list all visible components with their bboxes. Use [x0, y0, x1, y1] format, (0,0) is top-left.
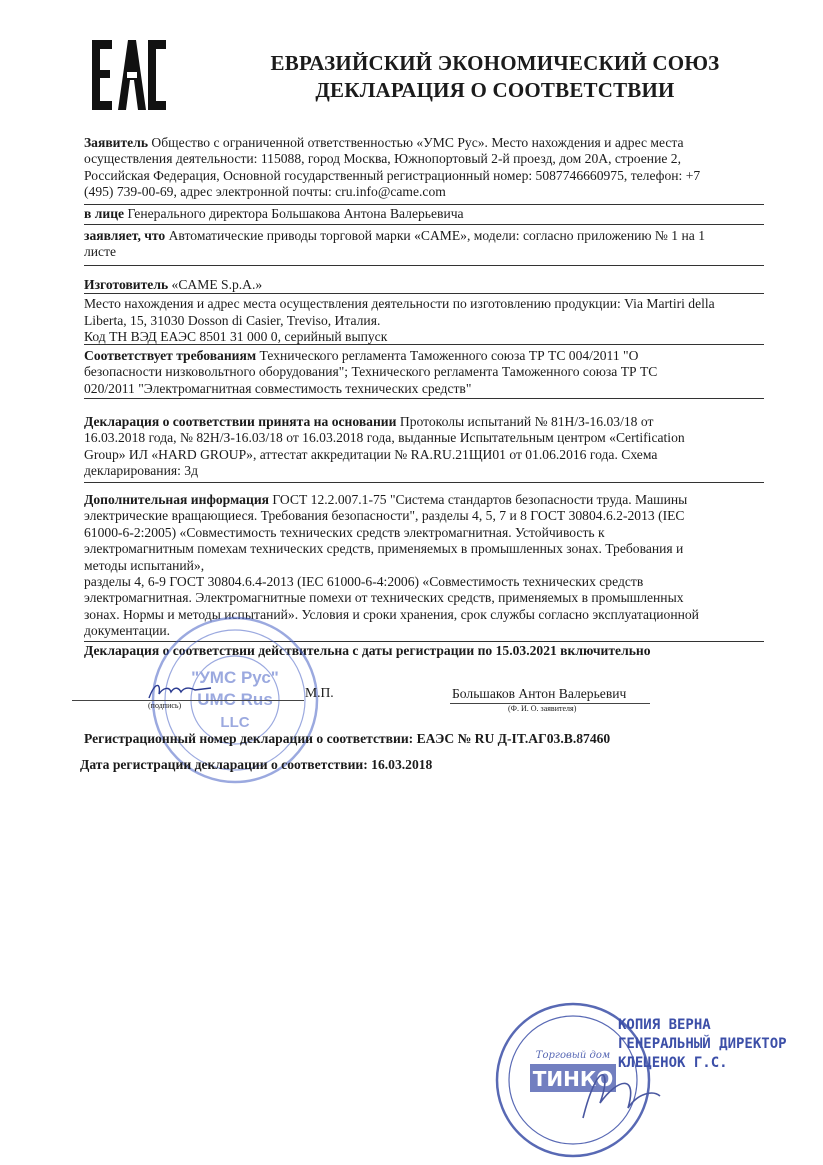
registration-date-label: Дата регистрации декларации о соответствии:: [80, 757, 368, 772]
seal-mark: М.П.: [305, 685, 334, 700]
eac-logo: [90, 40, 166, 110]
applicant-line: (495) 739-00-69, адрес электронной почты: cru.info@came.com: [84, 184, 446, 200]
additional-line: электрические вращающиеся. Требования безопасности", разделы 4, 5, 7 и 8 ГОСТ 30804.6.2-2013 (IEC: [84, 508, 685, 524]
additional-line: 61000-6-2:2005) «Совместимость технических средств электромагнитная. Устойчивость к: [84, 524, 605, 540]
declares-text: Автоматические приводы торговой марки «CAME», модели: согласно приложению № 1 на 1: [165, 228, 705, 243]
manufacturer-block: [84, 277, 760, 346]
divider: [84, 293, 764, 294]
validity-line: Декларация о соответствии действительна с даты регистрации по 15.03.2021 включительно: [84, 643, 651, 658]
stamp-text-ru: "УМС Рус": [191, 668, 279, 687]
additional-line: электромагнитная. Электромагнитные помехи от технических средств, применяемых в промышленных: [84, 590, 684, 606]
conformity-text: Технического регламента Таможенного союза ТР ТС 004/2011 "О: [256, 348, 639, 363]
divider: [84, 204, 764, 205]
divider: [84, 344, 764, 345]
declares-block: [84, 228, 760, 261]
basis-line: декларирования: 3д: [84, 463, 199, 479]
copy-line: КЛЕЦЕНОК Г.С.: [618, 1055, 728, 1071]
representative-label: в лице: [84, 206, 125, 221]
manufacturer-line: Код ТН ВЭД ЕАЭС 8501 31 000 0, серийный выпуск: [84, 329, 388, 345]
applicant-block: [84, 135, 760, 201]
basis-block: [84, 414, 760, 480]
applicant-line: Российская Федерация, Основной государственный регистрационный номер: 5087746660975, телефон: +7: [84, 167, 701, 183]
stamp-text-llc: LLC: [220, 714, 250, 731]
declares-line: листе: [84, 244, 117, 260]
stamp-company: ТИНКО: [532, 1067, 614, 1091]
conformity-line: безопасности низковольтного оборудования"; Технического регламента Таможенного союза ТР ТС: [84, 364, 658, 380]
divider: [84, 482, 764, 483]
additional-line: электромагнитным помехам технических средств, применяемых в промышленных зонах. Требования и: [84, 541, 684, 557]
divider: [84, 224, 764, 225]
copy-certified-stamp: [618, 1016, 818, 1073]
applicant-signature: [145, 680, 215, 702]
header-title: ДЕКЛАРАЦИЯ О СООТВЕТСТВИИ: [315, 78, 675, 102]
additional-line: разделы 4, 6-9 ГОСТ 30804.6.4-2013 (IEC 61000-6-4:2006) «Совместимость технических средств: [84, 574, 644, 590]
manufacturer-line: Liberta, 15, 31030 Dosson di Casier, Treviso, Италия.: [84, 312, 381, 328]
registration-number-label: Регистрационный номер декларации о соответствии:: [84, 731, 414, 746]
basis-line: 16.03.2018 года, № 82Н/З-16.03/18 от 16.03.2018 года, выданные Испытательным центром «Certification: [84, 430, 685, 446]
registration-number-line: [84, 731, 784, 747]
declares-label: заявляет, что: [84, 228, 166, 243]
stamp-trade-house: Торговый дом: [535, 1050, 611, 1061]
representative-text: Генерального директора Большакова Антона Валерьевича: [124, 206, 464, 221]
copy-line: ГЕНЕРАЛЬНЫЙ ДИРЕКТОР: [618, 1036, 787, 1052]
additional-line: зонах. Нормы и методы испытаний». Условия и сроки хранения, срок службы согласно эксплуатационной: [84, 606, 699, 622]
manufacturer-label: Изготовитель: [84, 277, 169, 292]
basis-line: Group» ИЛ «HARD GROUP», аттестат аккредитации № RA.RU.21ЩИ01 от 01.06.2016 года. Схема: [84, 446, 658, 462]
conformity-label: Соответствует требованиям: [84, 348, 257, 363]
representative-block: [84, 206, 760, 222]
basis-label: Декларация о соответствии принята на основании: [84, 414, 397, 429]
manufacturer-name: «CAME S.p.A.»: [168, 277, 263, 292]
signature-caption: (подпись): [148, 701, 182, 710]
manufacturer-line: Место нахождения и адрес места осуществления деятельности по изготовлению продукции: Via Martiri della: [84, 296, 715, 312]
copy-line: КОПИЯ ВЕРНА: [618, 1017, 711, 1033]
additional-line: методы испытаний»,: [84, 557, 205, 573]
divider: [84, 265, 764, 266]
applicant-label: Заявитель: [84, 135, 149, 150]
signature-line: [72, 700, 304, 701]
conformity-line: 020/2011 "Электромагнитная совместимость технических средств": [84, 380, 472, 396]
conformity-block: [84, 348, 760, 397]
name-caption: (Ф. И. О. заявителя): [508, 704, 577, 713]
header-union: ЕВРАЗИЙСКИЙ ЭКОНОМИЧЕСКИЙ СОЮЗ: [270, 51, 720, 75]
signatory-name: Большаков Антон Валерьевич: [452, 686, 627, 701]
additional-line: документации.: [84, 623, 171, 639]
registration-date-line: [80, 757, 756, 773]
additional-text: ГОСТ 12.2.007.1-75 "Система стандартов безопасности труда. Машины: [269, 492, 688, 507]
registration-date: 16.03.2018: [367, 757, 433, 772]
divider: [84, 398, 764, 399]
basis-text: Протоколы испытаний № 81Н/З-16.03/18 от: [396, 414, 654, 429]
registration-number: ЕАЭС № RU Д-IT.АГ03.В.87460: [413, 731, 611, 746]
additional-label: Дополнительная информация: [84, 492, 270, 507]
stamp-text-en: UMC Rus: [197, 690, 273, 709]
applicant-text: Общество с ограниченной ответственностью «УМС Рус». Место нахождения и адрес места: [148, 135, 684, 150]
applicant-line: осуществления деятельности: 115088, город Москва, Южнопортовый 2-й проезд, дом 20А, строение 2,: [84, 151, 681, 167]
document-header: [225, 50, 765, 104]
